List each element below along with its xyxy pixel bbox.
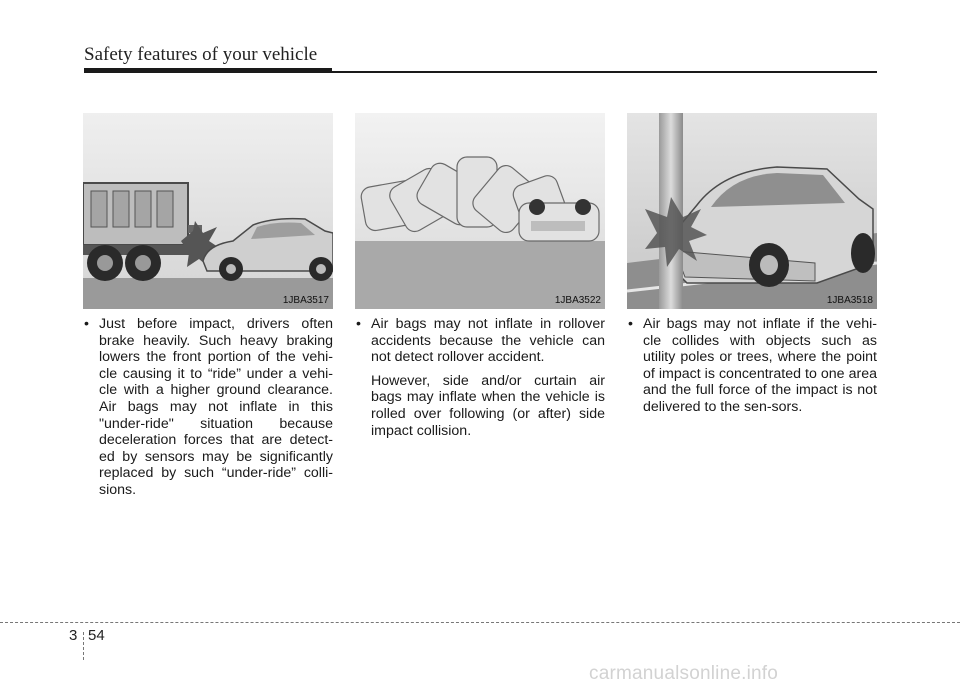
under-ride-illustration (83, 113, 333, 309)
bullet-mark: • (84, 316, 89, 332)
bullet-mark: • (628, 316, 633, 332)
footer-divider (83, 632, 84, 660)
bullet-item (83, 316, 333, 499)
bullet-item (627, 316, 877, 416)
figure-rollover (355, 113, 605, 309)
bullet-item (355, 316, 605, 366)
figure-code: 1JBA3518 (826, 295, 873, 306)
follow-up-paragraph: However, side and/or curtain air bags may inflate when the vehicle is rolled over following (or after) side impact collision. (371, 372, 605, 439)
figure-pole-collision (627, 113, 877, 309)
bullet-text: Air bags may not inflate if the vehi-cle collides with objects such as utility poles or trees, where the point of impact is concentrated to one area and the full force of the impact is not delivered to the sen-sors. (643, 316, 877, 415)
bullet-mark: • (356, 316, 361, 332)
figure-under-ride (83, 113, 333, 309)
rollover-illustration (355, 113, 605, 309)
text-column-rollover (355, 316, 605, 439)
page-header-title: Safety features of your vehicle (84, 44, 318, 65)
figure-code: 1JBA3522 (554, 295, 601, 306)
page-number: 54 (88, 627, 105, 644)
text-column-pole-collision (627, 316, 877, 416)
chapter-number: 3 (69, 627, 78, 644)
figure-code: 1JBA3517 (282, 295, 329, 306)
text-column-under-ride (83, 316, 333, 499)
header-rule (84, 71, 877, 73)
bullet-text: Just before impact, drivers often brake heavily. Such heavy braking lowers the front portion of the vehi-cle causing it to “ride” under a vehi-cle with a higher ground clearance. Air bags may not inflate in this "under-ride" situation because deceleration forces that are detect-ed by sensors may be significantly replaced by such “under-ride” colli-sions. (99, 316, 333, 498)
watermark: carmanualsonline.info (589, 663, 779, 684)
bullet-text: Air bags may not inflate in rollover accidents because the vehicle can not detect rollover accident. (371, 316, 605, 366)
pole-collision-illustration (627, 113, 877, 309)
footer-rule (0, 622, 960, 623)
